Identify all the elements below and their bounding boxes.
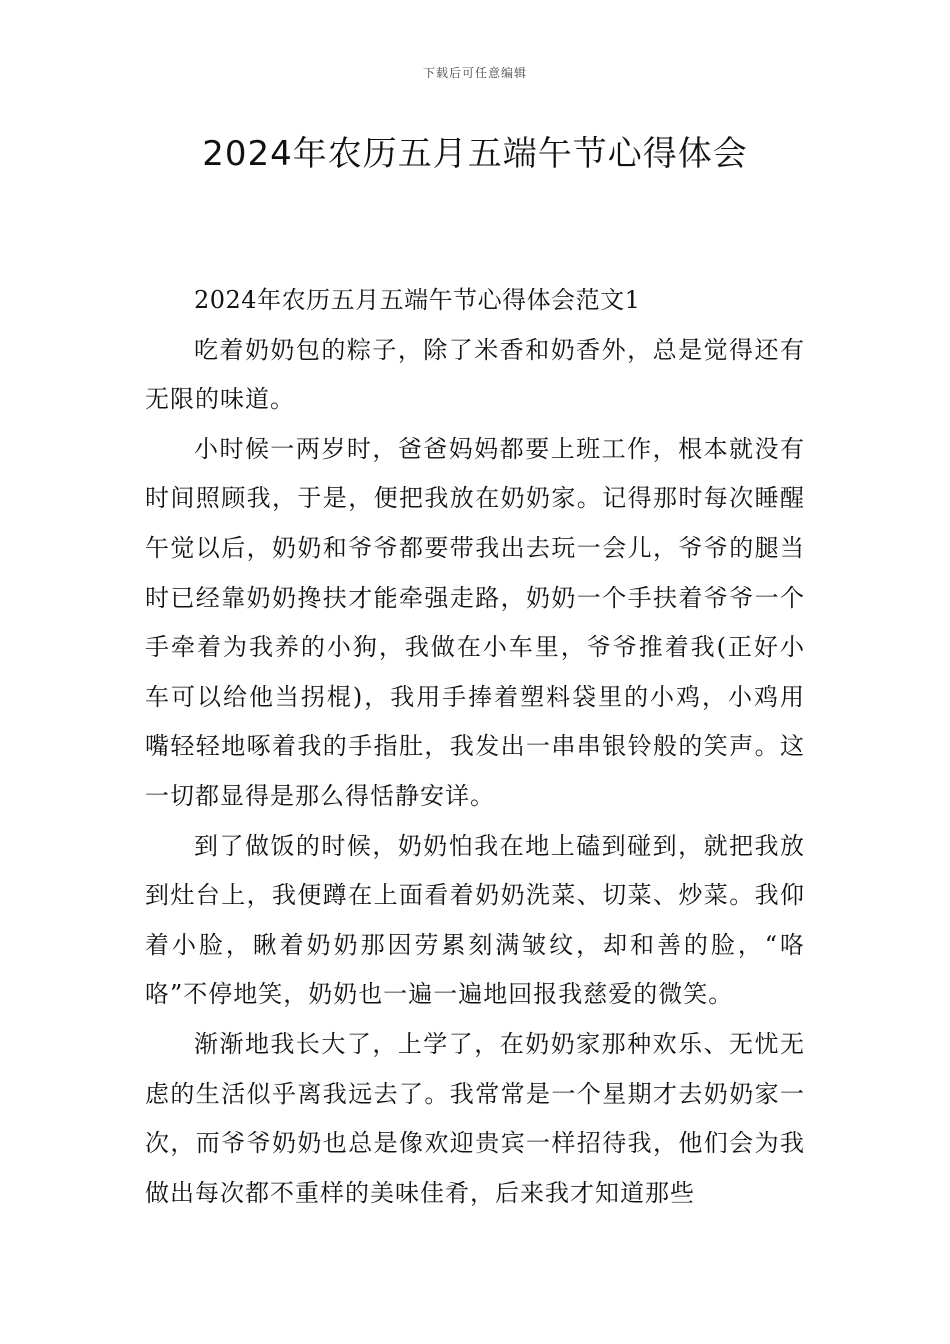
- document-body: [145, 276, 805, 1218]
- document-title: 2024年农历五月五端午节心得体会: [202, 134, 748, 174]
- paragraph-2: 小时候一两岁时，爸爸妈妈都要上班工作，根本就没有时间照顾我，于是，便把我放在奶奶家。记得那时每次睡醒午觉以后，奶奶和爷爷都要带我出去玩一会儿，爷爷的腿当时已经靠奶奶搀扶才能牵强走路，奶奶一个手扶着爷爷一个手牵着为我养的小狗，我做在小车里，爷爷推着我(正好小车可以给他当拐棍)，我用手捧着塑料袋里的小鸡，小鸡用嘴轻轻地啄着我的手指肚，我发出一串串银铃般的笑声。这一切都显得是那么得恬静安详。: [145, 434, 805, 810]
- paragraph-3: 到了做饭的时候，奶奶怕我在地上磕到碰到，就把我放到灶台上，我便蹲在上面看着奶奶洗菜、切菜、炒菜。我仰着小脸，瞅着奶奶那因劳累刻满皱纹，却和善的脸，“咯咯”不停地笑，奶奶也一遍一遍地回报我慈爱的微笑。: [145, 831, 805, 1009]
- section-subheading: 2024年农历五月五端午节心得体会范文1: [194, 286, 641, 314]
- header-note: 下载后可任意编辑: [422, 66, 527, 80]
- paragraph-4: 渐渐地我长大了，上学了，在奶奶家那种欢乐、无忧无虑的生活似乎离我远去了。我常常是一个星期才去奶奶家一次，而爷爷奶奶也总是像欢迎贵宾一样招待我，他们会为我做出每次都不重样的美味佳肴，后来我才知道那些: [145, 1029, 805, 1207]
- paragraph-1: 吃着奶奶包的粽子，除了米香和奶香外，总是觉得还有无限的味道。: [145, 335, 805, 414]
